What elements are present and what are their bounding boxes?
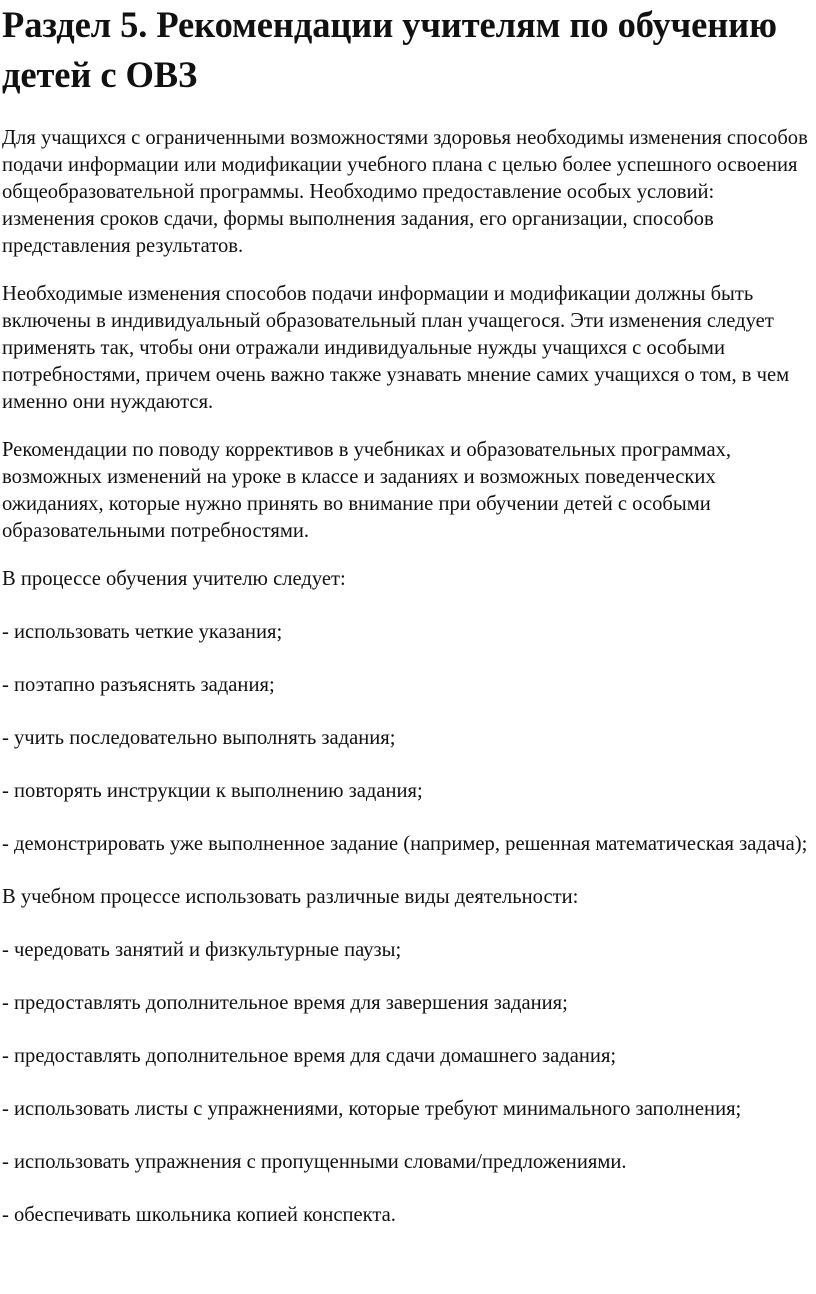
list-item: - обеспечивать школьника копией конспекта. <box>2 1204 396 1226</box>
page-title: Раздел 5. Рекомендации учителям по обучению детей с ОВЗ <box>2 4 777 95</box>
list-item: - предоставлять дополнительное время для завершения задания; <box>2 992 568 1014</box>
list-item: - использовать упражнения с пропущенными словами/предложениями. <box>2 1151 627 1173</box>
list-item: - демонстрировать уже выполненное задание (например, решенная математическая задача); <box>2 833 808 855</box>
paragraph-changes: Необходимые изменения способов подачи информации и модификации должны быть включены в индивидуальный образовательный план учащегося. Эти изменения следует применять так, чтобы они отражали индивидуальные нужды учащихся с особыми потребностями, причем очень важно также узнавать мнение самих учащихся о том, в чем именно они нуждаются. <box>2 283 790 413</box>
list-item: - учить последовательно выполнять задания; <box>2 727 396 749</box>
paragraph-recommendations: Рекомендации по поводу коррективов в учебниках и образовательных программах, возможных изменений на уроке в классе и заданиях и возможных поведенческих ожиданиях, которые нужно принять во внимание при обучении детей с особыми образовательными потребностями. <box>2 439 732 542</box>
list-item: - повторять инструкции к выполнению задания; <box>2 780 423 802</box>
paragraph-intro: Для учащихся с ограниченными возможностями здоровья необходимы изменения способов подачи информации или модификации учебного плана с целью более успешного освоения общеобразовательной программы. Необходимо предоставление особых условий: изменения сроков сдачи, формы выполнения задания, его организации, способов представления результатов. <box>2 127 808 257</box>
list-item: - поэтапно разъяснять задания; <box>2 674 275 696</box>
list-item: - использовать четкие указания; <box>2 621 283 643</box>
section-intro-activities: В учебном процессе использовать различные виды деятельности: <box>2 886 579 908</box>
list-item: - использовать листы с упражнениями, которые требуют минимального заполнения; <box>2 1098 742 1120</box>
list-item: - чередовать занятий и физкультурные паузы; <box>2 939 402 961</box>
list-item: - предоставлять дополнительное время для сдачи домашнего задания; <box>2 1045 617 1067</box>
section-intro-teaching: В процессе обучения учителю следует: <box>2 568 346 590</box>
